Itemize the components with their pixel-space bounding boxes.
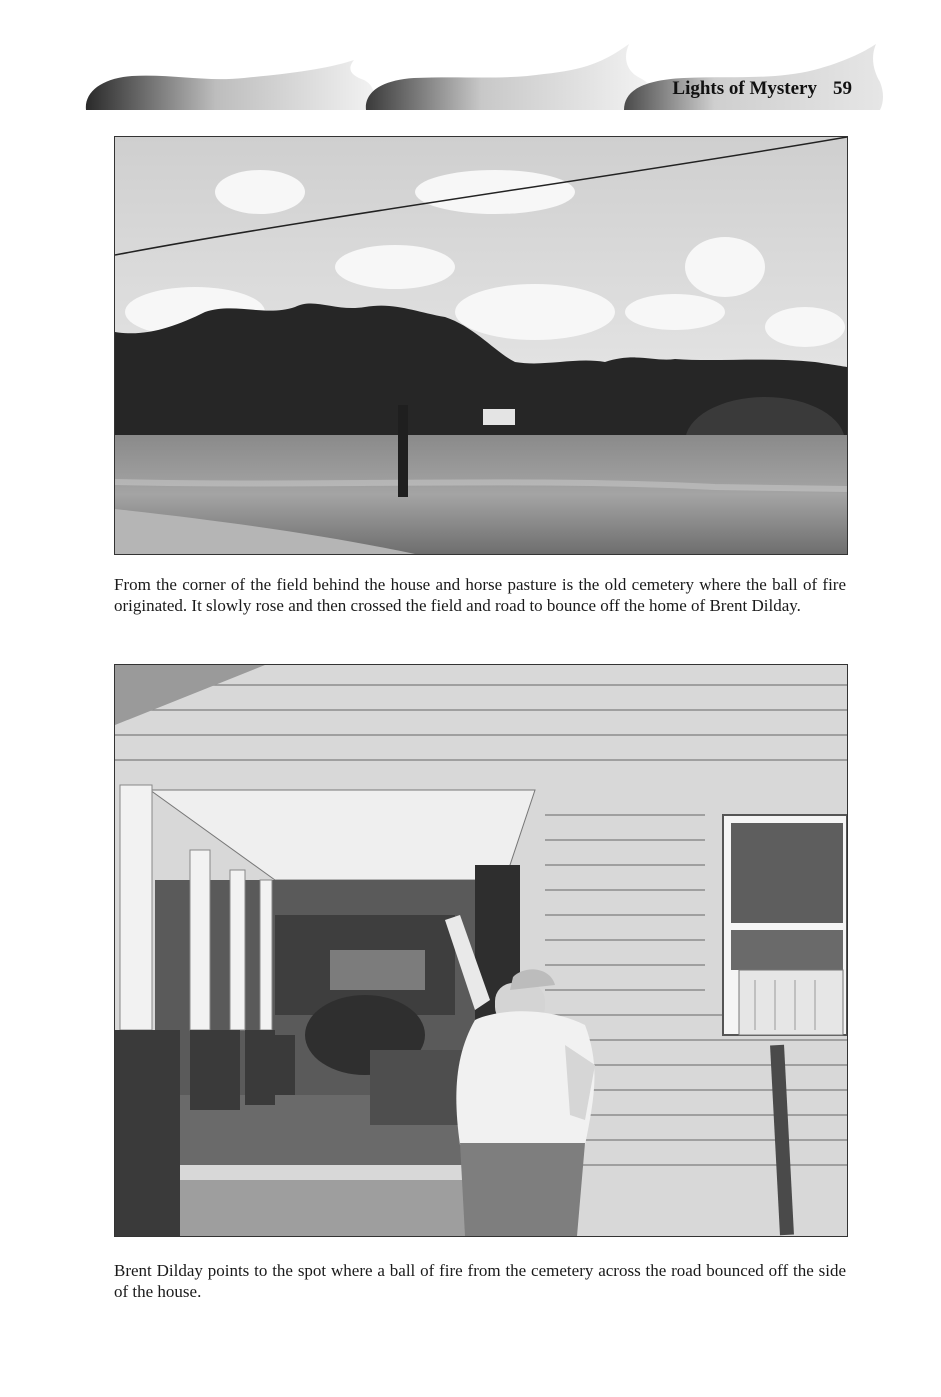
wave-shape-right <box>624 44 883 110</box>
porch-photo-caption: Brent Dilday points to the spot where a ball of fire from the cemetery across the road bounced off the side of the house. <box>114 1261 846 1301</box>
porch-photo <box>114 664 848 1237</box>
running-head <box>620 78 852 100</box>
field-photo <box>114 136 848 555</box>
field-photo-caption: From the corner of the field behind the house and horse pasture is the old cemetery where the ball of fire originated. It slowly rose and then crossed the field and road to bounce off the home of Brent Dilday. <box>114 575 846 615</box>
page-number: 59 <box>833 78 852 99</box>
wave-shape-left <box>86 60 375 110</box>
porch-photo-image <box>115 665 847 1236</box>
running-title: Lights of Mystery <box>672 78 817 99</box>
field-photo-image <box>115 137 847 554</box>
wave-shape-middle <box>366 44 655 110</box>
